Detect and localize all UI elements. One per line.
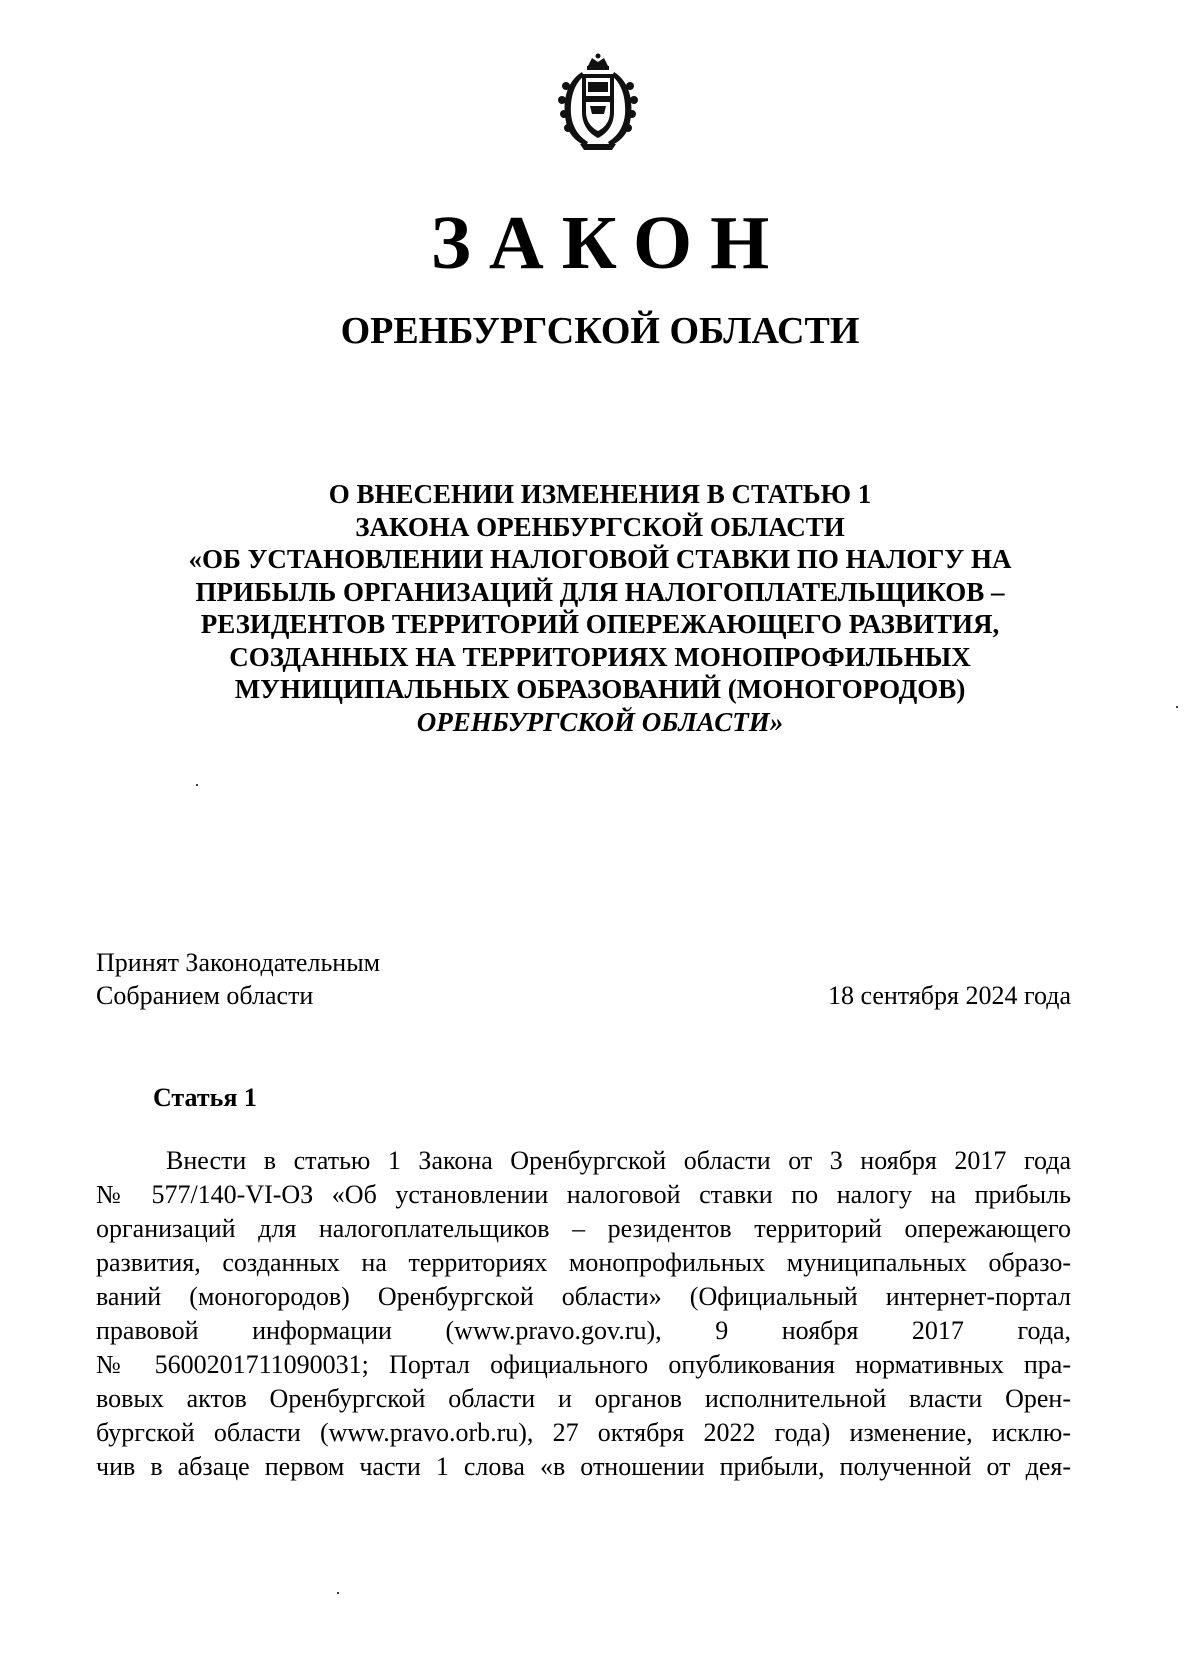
law-subject: [0, 478, 1200, 738]
subject-line: «ОБ УСТАНОВЛЕНИИ НАЛОГОВОЙ СТАВКИ ПО НАЛОГУ НА: [188, 544, 1012, 574]
article-line: № 577/140-VI-ОЗ «Об установлении налоговой ставки по налогу на прибыль: [96, 1180, 1071, 1209]
article-heading: Статья 1: [153, 1083, 257, 1112]
adoption-date: 18 сентября 2024 года: [827, 981, 1071, 1010]
subject-line: СОЗДАННЫХ НА ТЕРРИТОРИЯХ МОНОПРОФИЛЬНЫХ: [229, 641, 971, 672]
region-title: ОРЕНБУРГСКОЙ ОБЛАСТИ: [340, 310, 860, 352]
subject-line: МУНИЦИПАЛЬНЫХ ОБРАЗОВАНИЙ (МОНОГОРОДОВ): [234, 674, 966, 704]
subject-line-italic: ОРЕНБУРГСКОЙ ОБЛАСТИ»: [416, 706, 784, 737]
adoption-line: Принят Законодательным: [96, 948, 381, 977]
article-line: бургской области (www.pravo.orb.ru), 27 октября 2022 года) изменение, исклю-: [96, 1418, 1071, 1447]
subject-line: О ВНЕСЕНИИ ИЗМЕНЕНИЯ В СТАТЬЮ 1: [328, 479, 872, 509]
article-body: [96, 1144, 1071, 1484]
coat-of-arms-icon: [552, 52, 644, 152]
article-line: вовых актов Оренбургской области и органов исполнительной власти Орен-: [96, 1384, 1071, 1413]
article-line: развития, созданных на территориях монопрофильных муниципальных образо-: [96, 1248, 1071, 1277]
article-line: ваний (моногородов) Оренбургской области» (Официальный интернет-портал: [96, 1282, 1071, 1311]
article-line: Внести в статью 1 Закона Оренбургской области от 3 ноября 2017 года: [166, 1146, 1071, 1175]
article-line: чив в абзаце первом части 1 слова «в отношении прибыли, полученной от дея-: [96, 1452, 1071, 1481]
article-line: организаций для налогоплательщиков – резидентов территорий опережающего: [96, 1214, 1071, 1243]
article-line: правовой информации (www.pravo.gov.ru), 9 ноября 2017 года,: [96, 1316, 1071, 1345]
scan-speck: [196, 784, 198, 786]
subject-line: ЗАКОНА ОРЕНБУРГСКОЙ ОБЛАСТИ: [355, 511, 845, 542]
adoption-statement: [96, 946, 380, 1012]
scan-speck: [337, 1592, 339, 1594]
scan-speck: [1176, 706, 1178, 708]
law-title: ЗАКОН: [430, 201, 788, 285]
article-line: № 5600201711090031; Портал официального опубликования нормативных пра-: [96, 1350, 1071, 1379]
adoption-line: Собранием области: [96, 981, 314, 1010]
subject-line: ПРИБЫЛЬ ОРГАНИЗАЦИЙ ДЛЯ НАЛОГОПЛАТЕЛЬЩИКОВ –: [195, 576, 1005, 607]
subject-line: РЕЗИДЕНТОВ ТЕРРИТОРИЙ ОПЕРЕЖАЮЩЕГО РАЗВИТИЯ,: [200, 609, 1000, 639]
